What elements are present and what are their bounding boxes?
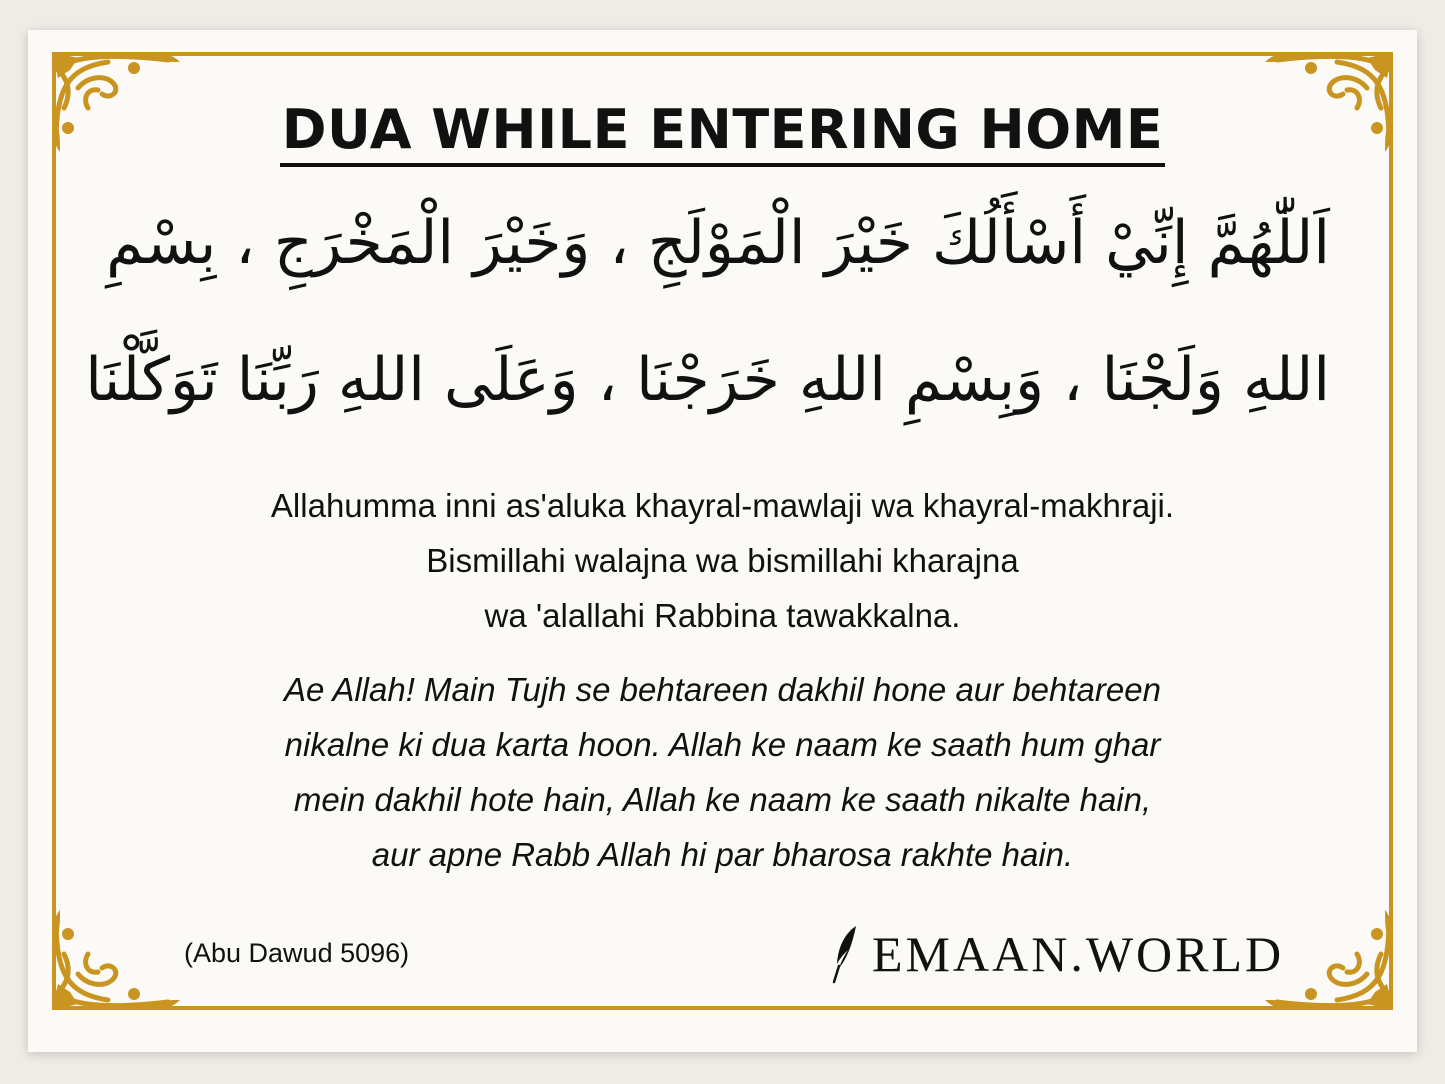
page-title-text: DUA WHILE ENTERING HOME: [280, 98, 1166, 167]
meaning-line: nikalne ki dua karta hoon. Allah ke naam ke saath hum ghar: [284, 726, 1161, 763]
meaning-line: mein dakhil hote hain, Allah ke naam ke saath nikalte hain,: [293, 781, 1152, 818]
brand-logo: [830, 924, 1284, 984]
transliteration-block: [0, 478, 1445, 643]
arabic-line-1: اَللّٰهُمَّ إِنِّيْ أَسْأَلُكَ خَيْرَ الْمَوْلَجِ ، وَخَيْرَ الْمَخْرَجِ ، بِسْمِ: [106, 208, 1330, 278]
meaning-block: [0, 662, 1445, 882]
transliteration-line: Bismillahi walajna wa bismillahi kharajna: [426, 542, 1019, 579]
meaning-line: Ae Allah! Main Tujh se behtareen dakhil hone aur behtareen: [284, 671, 1161, 708]
corner-ornament-icon: [48, 904, 188, 1014]
brand-name: EMAAN.WORLD: [872, 926, 1285, 982]
page-title: [0, 98, 1445, 161]
transliteration-line: Allahumma inni as'aluka khayral-mawlaji wa khayral-makhraji.: [270, 487, 1175, 524]
quill-icon: [830, 924, 860, 984]
hadith-reference: (Abu Dawud 5096): [184, 938, 410, 968]
meaning-line: aur apne Rabb Allah hi par bharosa rakhte hain.: [371, 836, 1074, 873]
arabic-line-2: اللهِ وَلَجْنَا ، وَبِسْمِ اللهِ خَرَجْنَا ، وَعَلَى اللهِ رَبِّنَا تَوَكَّلْنَا: [85, 345, 1330, 415]
transliteration-line: wa 'alallahi Rabbina tawakkalna.: [484, 597, 961, 634]
